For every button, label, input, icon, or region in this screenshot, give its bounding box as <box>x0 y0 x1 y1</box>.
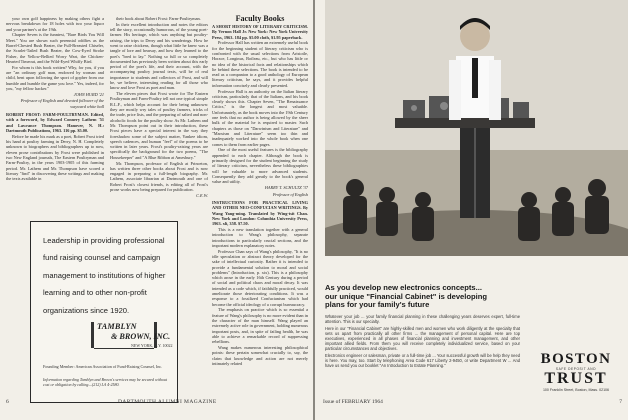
right-page <box>315 0 628 420</box>
review-text: Professor Chan says of Wang's philosophy, "It is no idle speculation or abstract theory developed for the sake of intellectual curiosity. Rather it is intended to provide a fundamental solution to moral and social problems" (Introduction, p. xix). This is a philosophy which arose in the early 16th Century during a period of social and political chaos and moral decay. It was intended as a code which, if faithfully practiced, would ameliorate those deteriorating conditions. It was a response to a fossilized Confucianism which had become the official ideology of a corrupt bureaucracy. <box>212 248 308 307</box>
issue-date: Issue of FEBRUARY 1964 <box>323 399 383 405</box>
review-text: In their excellent introduction and notes the editors tell the story, occasionally humorous, of the young poet-farmer. His heritage, which was anything but poultry-raising, the trips to Derry and his wanderings. How he went to raise chickens, though what little he knew was a tangle of lore and hearsay, and how they learned to the poet's "bred to lay." Nothing so full or so completely documented has previously been written about this early period of the poet's life, and their account, with the accompanying poultry journal texts, will be of real importance to students and collectors of Frost, and will be, we believe, interesting reading for all those who know and love Frost as poet and man. <box>110 21 208 91</box>
ad-lead-text: Leadership in providing professional fund raising counsel and campaign management to institutions of higher learning and to other non-profit organizations since 1920. <box>43 236 166 315</box>
reviewer-initials: C.E.W. <box>196 193 208 199</box>
engineer-with-tray-illustration <box>325 0 628 256</box>
brand-line3: TRUST <box>544 370 608 387</box>
advertisement-photo <box>325 0 628 256</box>
brand-address: 100 Franklin Street, Boston, Mass. 02106 <box>542 388 610 392</box>
brand-line1: BOSTON <box>540 351 612 367</box>
review-text: The emphasis on practice which is so essential a feature of Wang's philosophy is no more evident than in the character of the man himself. Wang played an extremely active role in government, holding numerous important posts, and, in spite of failing health, he was able to achieve a remarkable record of suppressing rebellions. <box>212 307 308 345</box>
reviewer-name: JOHN HURD '21 <box>73 92 104 98</box>
review-text: Professor Hall is an authority on the Italian literary criticism, particularly that of the Italians, and his book clearly shows this. Chapter Seven, "The Renaissance Critics," is the longest and most valuable. Unfortunately, as the book moves into the 19th Century one feels that no author is being allowed by the sheer bulk of the material he is required to master. Such chapters as those on "Darwinism and Literature" and "Marxism and Literature" seem too thin and inadequately worked into the whole book when one comes to them from earlier pages. <box>212 88 308 147</box>
page-number: 7 <box>619 399 622 405</box>
founding-member-line: Founding Member: American Association of Fund-Raising Counsel, Inc. <box>43 364 163 369</box>
review-text: Wang makes numerous interesting philosophical points: these pertain somewhat crucially to, say, the claim that knowledge and action are not merely intimately related <box>212 345 308 366</box>
reviewer-title: Professor of English and devoted follower of the wayward white ball <box>20 98 104 109</box>
ad-headline: As you develop new electronics concepts... our unique "Financial Cabinet" is developing plans for your family's future <box>325 283 488 310</box>
firm-name-line2: & BROWN, INC. <box>111 332 171 341</box>
review-column-3 <box>212 24 308 420</box>
boston-safe-deposit-logo <box>533 352 619 392</box>
review-text: For whom is this book written? Why, for you, if you are "an ordinary golf man, endowed by woman and child, bent upon following the sport of gopher from our humble and humble the game you love." Yes, indeed, for you, "my fellow hacker." <box>6 64 104 91</box>
firm-address: NEW YORK, N.Y. 10022 <box>131 343 173 348</box>
contact-info: Information regarding Tamblyn and Brown's services may be secured without cost or obligation by calling—(212) LA 4-2580. <box>43 377 167 387</box>
review-text: Professor Hall has written an extremely useful book for the beginning student of literary criticism who is confronted with the usual selections from Aristotle, Horace, Longinus, Boileau, etc., but who has little or no idea of the historical facts and relationships which lie behind these selections. The book is intended to be read as a companion to a good anthology of European literary criticism, he says, and it provides helpful information concisely and clearly presented. <box>212 40 308 88</box>
ad-paragraph: Electronics engineer or salesman, private or a full-time job ... Your successful growth will be help they need is here. You may, too. Start by telephoning Area Code 617 Liberty 2-9450, or write Department W ... And have us send you our booklet "An Introduction to Estate Planning." <box>325 352 520 369</box>
review-text: Chapter Seven is the funniest, "Rare Birds You Will Meet." You are shown such perennial oddfies as the Barrel-Chested Bush Beater, the Full-Breasted Chiseler, the Scarlet-Tailed Bush Beater, the Cow-Eyed Stroke Fisher, the Yellow-Bellied Worry Wart, the Chicken-Hearted Timeout, and the Wild-Eyed Whiffy Bird. <box>6 32 104 64</box>
ad-paragraph: Here in our "Financial Cabinet" are highly-skilled men and women who work diligently at the specialty that sets us apart from practically all other firms ... the management of personal capital. Here are top executives, experienced in all phases of financial planning and investment management, and other important allied fields. From them you will receive completely individualized service, based on your particular circumstances and objectives. <box>325 325 520 352</box>
book-heading: INSTRUCTIONS FOR PRACTICAL LIVING AND OTHER NEO-CONFUCIAN WRITINGS. By Wang Yang-ming. Translated by Wing-tsit Chan. New York and London: Columbia University Press, 1963. xli, 358. $7.50. <box>212 200 308 227</box>
review-text: Mr. Thompson, professor of English at Princeton, has written three other books about Frost and is now engaged in preparing a full-length biography. Mr. Lathem, associate librarian at Dartmouth and one of Robert Frost's closest friends, is editing all of Frost's prose works now being prepared for publication. <box>110 160 208 192</box>
magazine-name: DARTMOUTH ALUMNI MAGAZINE <box>118 399 217 405</box>
page-number: 6 <box>6 399 9 405</box>
tamblyn-brown-ad <box>30 221 178 403</box>
firm-name-line1: TAMBLYN <box>97 322 137 331</box>
left-page <box>0 0 313 420</box>
reviewer-name: HARRY T. SCHULTZ '37 <box>264 185 308 191</box>
reviewer-title: Professor of English <box>272 191 308 197</box>
review-text: The eleven pieces that Frost wrote for The Eastern Poultryman and Farm-Poultry tell not one typical simple R.L.F., which helps account for their being unknown: they are mostly wry tales of poultry farmers, tricks of the trade, price lists, and the preparing of salted and non-alcoholic foods for the poultry show. As Mr. Lathem and Mr. Thompson point out in their introduction, these Frost pieces have a special interest in the way they foreshadow some of the subject matter, Yankee idiom, speech cadences, and human "feel" of the poems to be written in later years. Frost's poultry-raising years are specifically the background for the two poems, "The Housekeeper" and "A Blue Ribbon at Amesbury." <box>110 91 208 160</box>
review-column-2 <box>110 16 208 236</box>
review-text: their book about Robert Frost: Farm-Poultryman. <box>116 16 201 21</box>
ad-body <box>325 314 520 370</box>
review-text: your own golf happiness by making others fight a nervous breakdown for 18 holes with two your liquor and your partner's at the 19th. <box>6 16 104 32</box>
book-heading: A SHORT HISTORY OF LITERARY CRITICISM. By Vernon Hall Jr. New York: New York University Press, 1963. 184 pp. $5.00 cloth, $1.95 paperback. <box>212 24 308 40</box>
brand-line2: SAFE DEPOSIT AND <box>555 367 597 371</box>
review-text: This is a new translation together with a general introduction to Wang's philosophy, separate introductions to particularly crucial sections, and the important modern explanatory notes. <box>212 226 308 248</box>
review-column-1 <box>6 16 104 236</box>
review-text: Before he made his mark as a poet, Robert Frost tried his hand at poultry farming in Derry, N. H. Completely unknown to biographers and bibliographers up to now, eleven prose contributions by Frost were published in two New England journals, The Eastern Poultryman and Farm-Poultry, in the years 1903-1905 of this farming period. Mr. Lathem and Mr. Thompson have scored a literary "find" in discovering these writings and making the texts available in <box>6 133 104 182</box>
section-title: Faculty Books <box>235 14 285 23</box>
ad-paragraph: Whatever your job ... your family financial planning in these challenging years deserves expert, full-time attention. This is our specialty. <box>325 314 520 325</box>
review-text: One of the most useful features is the bibliography appended to each chapter. Although the book is primarily designed for the student beginning the study of literary criticism, nevertheless these bibliographies will be valuable to more advanced students. Consequently they add greatly to the book's general value and utility. <box>212 147 308 185</box>
book-heading: ROBERT FROST: FARM-POULTRYMAN. Edited, with a foreword, by Edward Connery Lathem '51 and Lawrance Thompson. Hanover, N. H.: Dartmouth Publications, 1963. 116 pp. $5.00. <box>6 112 104 133</box>
